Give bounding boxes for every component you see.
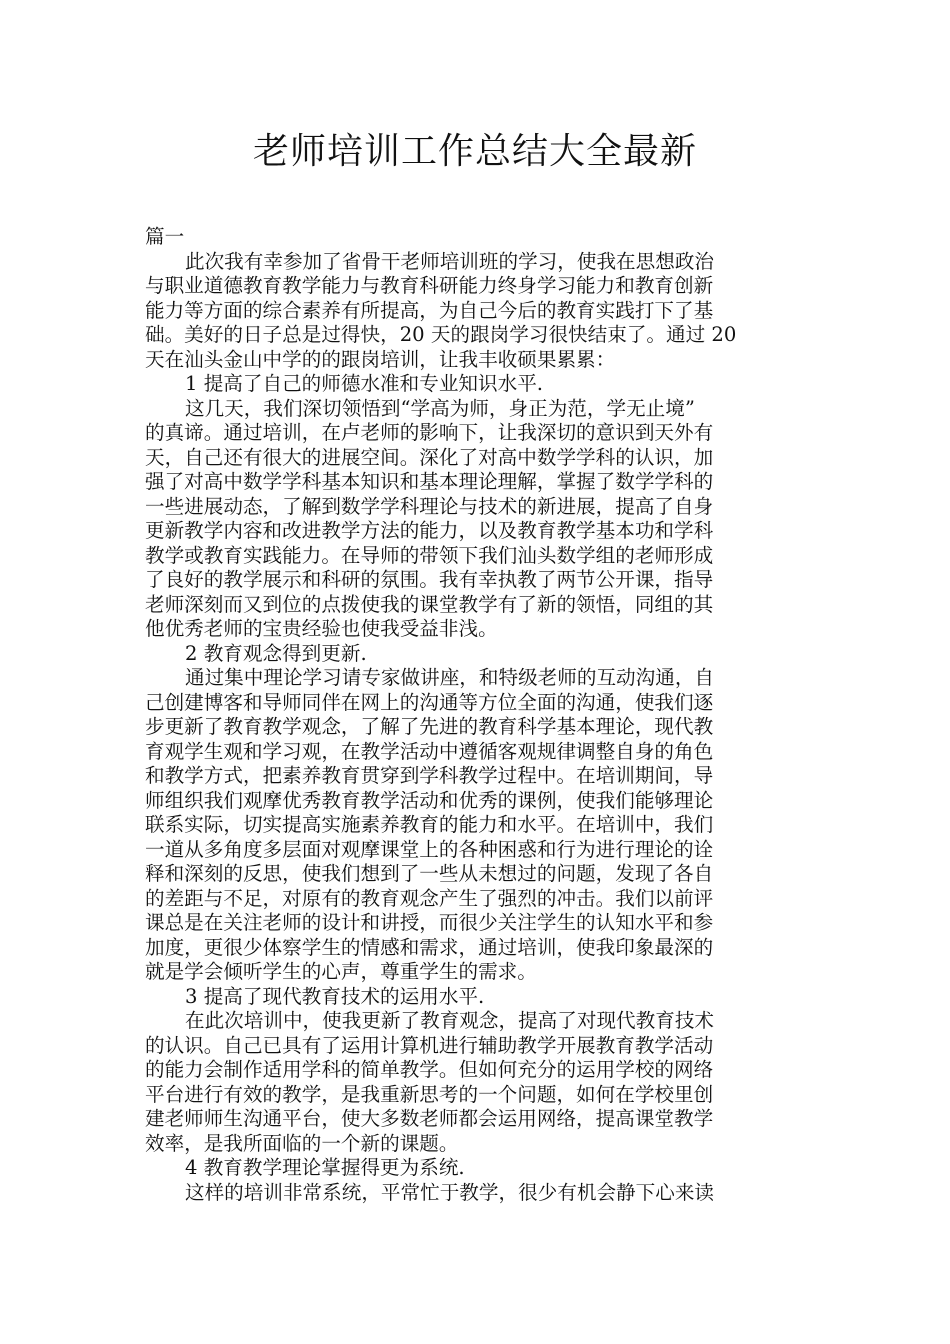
text-line: 能力等方面的综合素养有所提高，为自己今后的教育实践打下了基: [145, 298, 714, 322]
text-line: 天，自己还有很大的进展空间。深化了对高中数学学科的认识，加: [145, 445, 714, 469]
text-line: 在此次培训中，使我更新了教育观念，提高了对现代教育技术: [185, 1009, 715, 1032]
text-line: 此次我有幸参加了省骨干老师培训班的学习，使我在思想政治: [185, 249, 715, 273]
text-line: 建老师师生沟通平台，使大多数老师都会运用网络，提高课堂教学: [145, 1107, 714, 1130]
text-line: 一些进展动态，了解到数学学科理论与技术的新进展，提高了自身: [145, 494, 714, 518]
text-line: 的能力会制作适用学科的简单教学。但如何充分的运用学校的网络: [145, 1058, 714, 1081]
text-line: 一道从多角度多层面对观摩课堂上的各种困惑和行为进行理论的诠: [145, 837, 714, 861]
text-line: 教学或教育实践能力。在导师的带领下我们汕头数学组的老师形成: [145, 543, 714, 567]
text-line: 的真谛。通过培训，在卢老师的影响下，让我深切的意识到天外有: [145, 421, 714, 444]
text-line: 通过集中理论学习请专家做讲座，和特级老师的互动沟通，自: [185, 666, 715, 689]
text-line: 3 提高了现代教育技术的运用水平.: [185, 984, 485, 1008]
text-line: 天在汕头金山中学的的跟岗培训，让我丰收硕果累累：: [145, 347, 616, 371]
text-line: 加度，更很少体察学生的情感和需求，通过培训，使我印象最深的: [145, 935, 714, 959]
text-line: 了良好的教学展示和科研的氛围。我有幸执教了两节公开课，指导: [145, 568, 714, 591]
text-line: 础。美好的日子总是过得快，20 天的跟岗学习很快结束了。通过 20: [145, 323, 737, 346]
text-line: 1 提高了自己的师德水准和专业知识水平.: [185, 372, 544, 395]
text-line: 的差距与不足，对原有的教育观念产生了强烈的冲击。我们以前评: [145, 886, 714, 910]
text-line: 他优秀老师的宝贵经验也使我受益非浅。: [145, 617, 498, 640]
text-line: 2 教育观念得到更新.: [185, 641, 367, 665]
text-line: 步更新了教育教学观念，了解了先进的教育科学基本理论，现代教: [145, 715, 714, 738]
text-line: 和教学方式，把素养教育贯穿到学科教学过程中。在培训期间，导: [145, 764, 714, 787]
text-line: 己创建博客和导师同伴在网上的沟通等方位全面的沟通，使我们逐: [145, 690, 714, 714]
text-line: 释和深刻的反思，使我们想到了一些从未想过的问题，发现了各自: [145, 862, 714, 885]
text-line: 课总是在关注老师的设计和讲授，而很少关注学生的认知水平和参: [145, 911, 714, 934]
text-line: 这几天，我们深切领悟到“学高为师，身正为范，学无止境”: [185, 396, 695, 420]
text-line: 的认识。自己已具有了运用计算机进行辅助教学开展教育教学活动: [145, 1033, 714, 1057]
text-line: 育观学生观和学习观，在教学活动中遵循客观规律调整自身的角色: [145, 739, 714, 763]
text-line: 强了对高中数学学科基本知识和基本理论理解，掌握了数学学科的: [145, 470, 714, 493]
text-line: 这样的培训非常系统，平常忙于教学，很少有机会静下心来读: [185, 1180, 715, 1204]
document-body: [145, 225, 809, 1205]
text-line: 更新教学内容和改进教学方法的能力，以及教育教学基本功和学科: [145, 519, 714, 542]
text-line: 老师深刻而又到位的点拨使我的课堂教学有了新的领悟，同组的其: [145, 592, 714, 616]
text-line: 就是学会倾听学生的心声，尊重学生的需求。: [145, 960, 537, 983]
text-line: 与职业道德教育教学能力与教育科研能力终身学习能力和教育创新: [145, 274, 714, 297]
text-line: 效率，是我所面临的一个新的课题。: [145, 1131, 459, 1155]
text-line: 平台进行有效的教学，是我重新思考的一个问题，如何在学校里创: [145, 1082, 714, 1106]
text-line: 篇一: [145, 225, 185, 248]
document-title: 老师培训工作总结大全最新: [252, 131, 697, 172]
text-line: 联系实际，切实提高实施素养教育的能力和水平。在培训中，我们: [145, 813, 714, 836]
text-line: 4 教育教学理论掌握得更为系统.: [185, 1156, 465, 1179]
text-line: 师组织我们观摩优秀教育教学活动和优秀的课例，使我们能够理论: [145, 788, 714, 812]
